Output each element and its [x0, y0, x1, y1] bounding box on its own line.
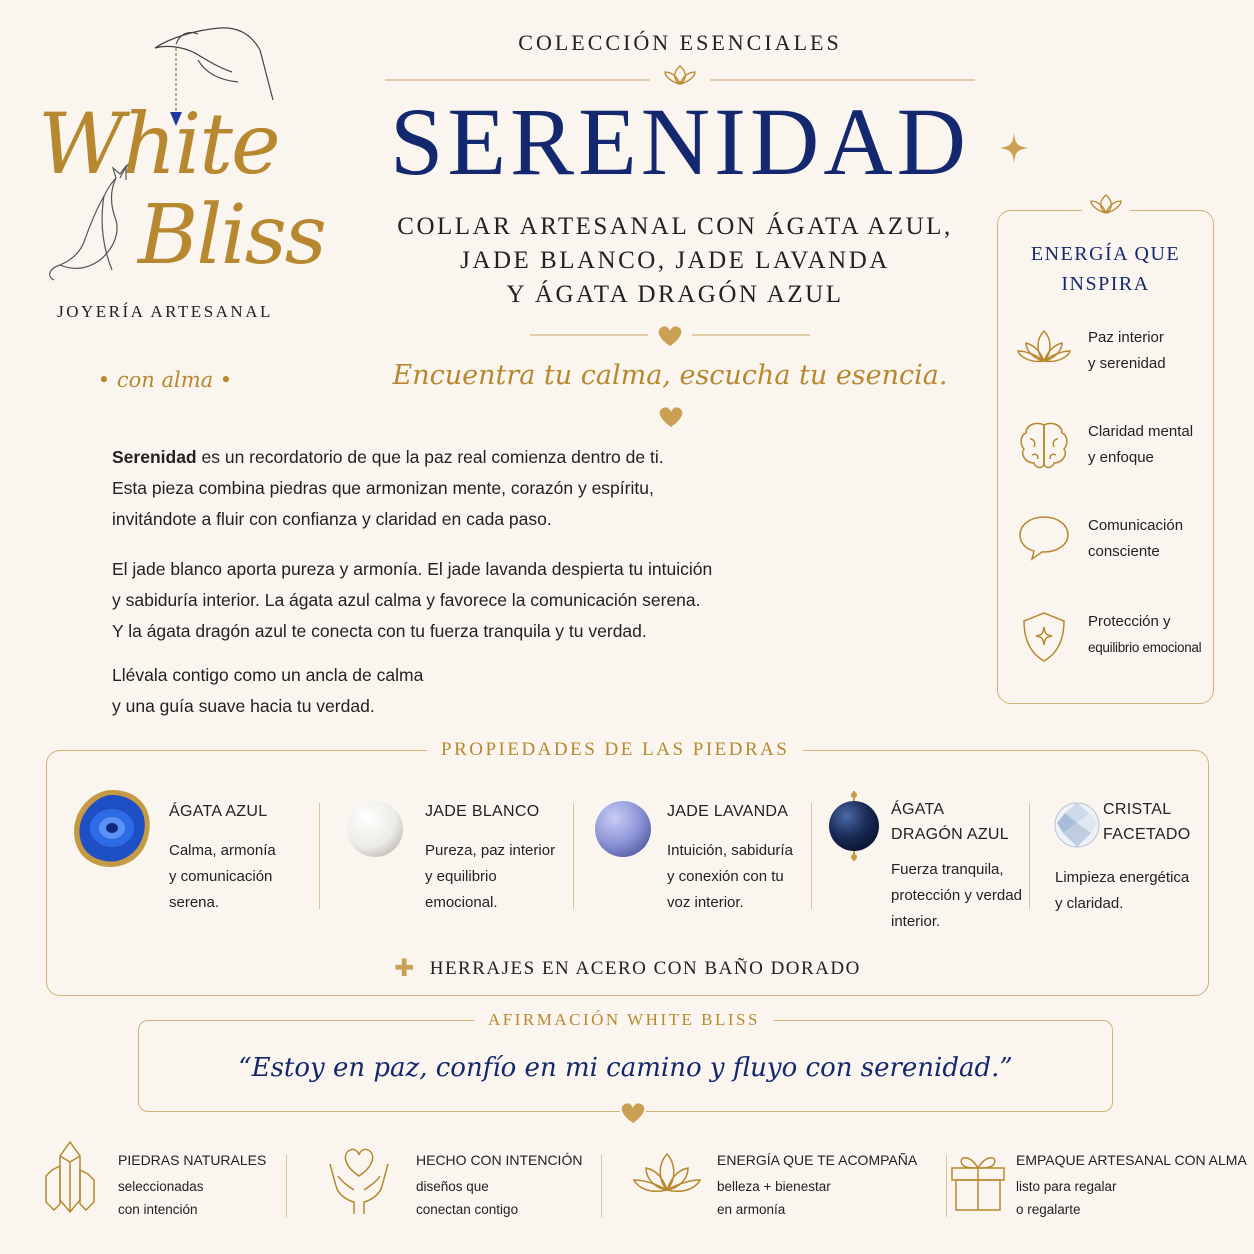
energy-item-text	[1088, 513, 1213, 565]
logo-word-bliss: Bliss	[138, 188, 325, 283]
energy-item-line: Comunicación	[1088, 517, 1184, 534]
lavender-jade-bead-icon	[591, 797, 655, 861]
feature-title: PIEDRAS NATURALES	[118, 1152, 267, 1168]
energy-item-line: equilibrio emocional	[1088, 640, 1202, 655]
stone-divider	[319, 803, 320, 909]
brand-logo	[20, 20, 325, 400]
stone-name-line: ÁGATA	[891, 801, 945, 818]
hardware-note	[47, 954, 1208, 983]
lotus-icon	[1016, 325, 1072, 375]
product-title: SERENIDAD	[390, 88, 970, 195]
subtitle-line: COLLAR ARTESANAL CON ÁGATA AZUL,	[397, 213, 953, 240]
energy-item-clarity	[1016, 419, 1211, 489]
feature-made-with-intention	[326, 1140, 596, 1230]
feature-line: seleccionadas	[118, 1179, 204, 1194]
feature-text	[1016, 1175, 1117, 1221]
feature-line: conectan contigo	[416, 1202, 519, 1217]
stone-description	[667, 838, 793, 916]
stone-desc-line: Intuición, sabiduría	[667, 842, 793, 859]
crystal-icon	[42, 1140, 98, 1216]
hardware-text: HERRAJES EN ACERO CON BAÑO DORADO	[429, 958, 861, 979]
lotus-icon	[665, 66, 695, 84]
energy-item-peace	[1016, 325, 1211, 395]
brand-subtitle: JOYERÍA ARTESANAL	[57, 302, 273, 321]
feature-natural-stones	[42, 1140, 282, 1230]
energy-item-communication	[1016, 513, 1211, 583]
paragraph-text: y una guía suave hacia tu verdad.	[112, 696, 375, 716]
stone-desc-line: voz interior.	[667, 894, 744, 911]
stone-desc-line: protección y verdad	[891, 887, 1022, 904]
energy-item-line: Paz interior	[1088, 329, 1164, 346]
stone-jade-lavanda	[591, 751, 811, 951]
stone-divider	[811, 803, 812, 909]
product-subtitle	[370, 210, 980, 312]
feature-line: o regalarte	[1016, 1202, 1081, 1217]
stone-jade-blanco	[343, 751, 573, 951]
energy-item-line: y enfoque	[1088, 449, 1154, 466]
plus-sparkle-icon: ✚	[394, 956, 416, 982]
stone-description	[1055, 865, 1189, 917]
energy-item-line: Claridad mental	[1088, 423, 1194, 440]
stone-desc-line: serena.	[169, 894, 220, 911]
collection-label: COLECCIÓN ESENCIALES	[518, 30, 842, 55]
feature-title: HECHO CON INTENCIÓN	[416, 1152, 583, 1168]
stone-desc-line: Calma, armonía	[169, 842, 276, 859]
paragraph-text: y sabiduría interior. La ágata azul calma y favorece la comunicación serena.	[112, 590, 701, 610]
energy-item-text	[1088, 419, 1213, 471]
stone-desc-line: y comunicación	[169, 868, 273, 885]
stone-name-line: DRAGÓN AZUL	[891, 826, 1009, 843]
product-tagline: Encuentra tu calma, escucha tu esencia.	[392, 360, 948, 391]
feature-divider	[601, 1155, 602, 1217]
feature-text	[118, 1175, 204, 1221]
energy-title	[998, 239, 1213, 299]
stone-desc-line: y claridad.	[1055, 895, 1124, 912]
stone-desc-line: Fuerza tranquila,	[891, 861, 1004, 878]
feature-divider	[286, 1155, 287, 1217]
energy-item-text	[1088, 325, 1213, 377]
stones-panel	[46, 739, 1209, 996]
stone-name	[169, 799, 267, 824]
energy-panel	[997, 210, 1214, 704]
stone-name-line: ÁGATA AZUL	[169, 803, 268, 820]
lotus-icon	[632, 1148, 702, 1208]
stone-desc-line: y conexión con tu	[667, 868, 784, 885]
heart-hands-icon	[326, 1140, 392, 1216]
lotus-icon	[1082, 193, 1130, 219]
stone-name	[425, 799, 539, 824]
paragraph-text: Esta pieza combina piedras que armonizan mente, corazón y espíritu,	[112, 478, 654, 498]
subtitle-line: Y ÁGATA DRAGÓN AZUL	[506, 281, 844, 308]
brain-icon	[1016, 419, 1072, 473]
paragraph-text: Llévala contigo como un ancla de calma	[112, 665, 424, 685]
energy-title-line: ENERGÍA QUE	[1030, 243, 1181, 265]
description-paragraph-3	[112, 660, 772, 722]
logo-word-white: White	[38, 95, 279, 193]
paragraph-text: invitándote a fluir con confianza y claridad en cada paso.	[112, 509, 552, 529]
product-name-bold: Serenidad	[112, 447, 197, 467]
stone-desc-line: Pureza, paz interior	[425, 842, 556, 859]
stone-name	[891, 797, 1009, 847]
feature-line: belleza + bienestar	[717, 1179, 831, 1194]
subtitle-line: JADE BLANCO, JADE LAVANDA	[460, 247, 890, 274]
description-paragraph-2	[112, 554, 772, 647]
stone-description	[169, 838, 276, 916]
shield-icon	[1016, 609, 1072, 665]
stone-desc-line: Limpieza energética	[1055, 869, 1190, 886]
energy-item-line: y serenidad	[1088, 355, 1166, 372]
affirmation-panel	[138, 1010, 1113, 1112]
stone-divider	[573, 803, 574, 909]
paragraph-text: Y la ágata dragón azul te conecta con tu fuerza tranquila y tu verdad.	[112, 621, 647, 641]
blue-agate-slice-icon	[71, 787, 153, 869]
energy-item-line: consciente	[1088, 543, 1160, 560]
affirmation-text: “Estoy en paz, confío en mi camino y fluyo con serenidad.”	[238, 1053, 1013, 1083]
energy-item-line: Protección y	[1088, 613, 1171, 630]
sparkle-icon	[998, 130, 1030, 166]
heart-icon	[659, 326, 682, 346]
stone-agata-azul	[71, 751, 311, 951]
feature-title: EMPAQUE ARTESANAL CON ALMA	[1016, 1152, 1247, 1168]
faceted-crystal-icon	[1053, 799, 1101, 851]
header-lotus-divider	[385, 62, 975, 90]
stone-name-line: CRISTAL	[1103, 801, 1172, 818]
feature-title: ENERGÍA QUE TE ACOMPAÑA	[717, 1152, 918, 1168]
stone-name-line: JADE BLANCO	[425, 803, 540, 820]
white-jade-bead-icon	[343, 797, 407, 861]
stone-name-line: JADE LAVANDA	[667, 803, 789, 820]
feature-text	[717, 1175, 831, 1221]
paragraph-text: es un recordatorio de que la paz real comienza dentro de ti.	[196, 447, 664, 467]
heart-icon	[658, 405, 684, 429]
heart-icon	[620, 1101, 646, 1125]
feature-line: con intención	[118, 1202, 198, 1217]
stone-divider	[1029, 803, 1030, 909]
feature-packaging	[946, 1140, 1246, 1230]
feature-line: listo para regalar	[1016, 1179, 1117, 1194]
stone-name	[1103, 797, 1190, 847]
heart-divider	[530, 322, 810, 350]
stone-description	[425, 838, 555, 916]
brand-tagline: • con alma •	[97, 368, 233, 392]
gift-icon	[948, 1146, 1008, 1214]
energy-item-protection	[1016, 609, 1211, 679]
stones-title: PROPIEDADES DE LAS PIEDRAS	[427, 739, 803, 761]
stone-description	[891, 857, 1022, 935]
stone-agata-dragon-azul	[827, 751, 1027, 951]
feature-line: diseños que	[416, 1179, 489, 1194]
speech-bubble-icon	[1016, 513, 1072, 563]
stone-desc-line: interior.	[891, 913, 941, 930]
feature-text	[416, 1175, 518, 1221]
description-paragraph-1	[112, 442, 772, 535]
feature-line: en armonía	[717, 1202, 786, 1217]
affirmation-title: AFIRMACIÓN WHITE BLISS	[474, 1010, 774, 1030]
paragraph-text: El jade blanco aporta pureza y armonía. El jade lavanda despierta tu intuición	[112, 559, 713, 579]
energy-title-line: INSPIRA	[1061, 273, 1150, 295]
stone-desc-line: emocional.	[425, 894, 498, 911]
feature-energy	[632, 1140, 932, 1230]
energy-item-text	[1088, 609, 1213, 661]
dragon-agate-bead-icon	[827, 791, 887, 861]
stone-name	[667, 799, 788, 824]
stone-name-line: FACETADO	[1103, 826, 1191, 843]
stone-cristal-facetado	[1053, 751, 1203, 951]
stone-desc-line: y equilibrio	[425, 868, 497, 885]
